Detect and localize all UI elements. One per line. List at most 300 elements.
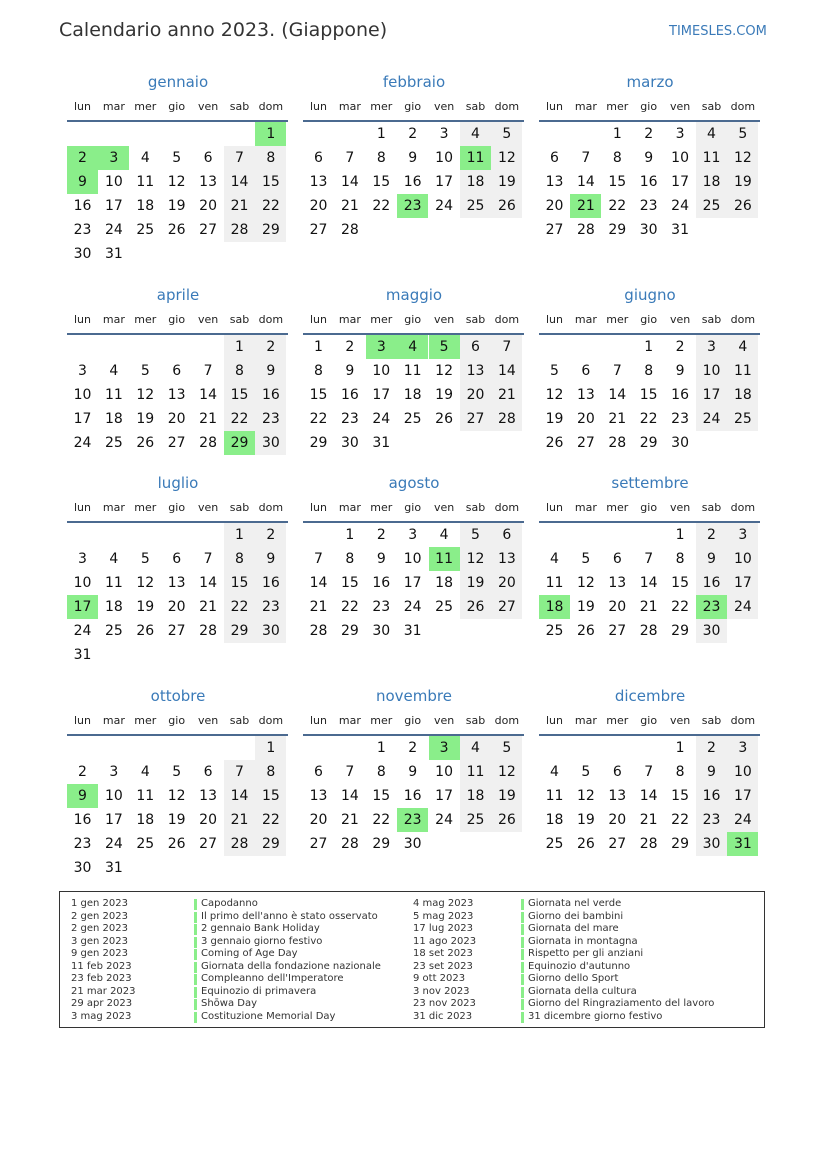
weekday-label: lun <box>74 714 91 727</box>
day-cell: 11 <box>460 760 491 784</box>
day-cell: 22 <box>372 812 391 828</box>
day-cell: 12 <box>167 174 186 190</box>
day-cell: 29 <box>224 619 255 643</box>
legend-date: 3 mag 2023 <box>71 1010 132 1022</box>
day-cell: 28 <box>199 435 217 451</box>
day-cell: 13 <box>545 174 564 190</box>
weekday-label: mer <box>370 100 393 113</box>
day-cell: 10 <box>435 764 453 780</box>
weekday-label: sab <box>701 714 722 727</box>
day-cell: 20 <box>576 411 595 427</box>
day-cell: 26 <box>576 623 595 639</box>
day-cell: 19 <box>167 812 186 828</box>
day-cell: 21 <box>199 599 217 615</box>
day-cell: 29 <box>671 836 689 852</box>
day-cell: 22 <box>309 411 328 427</box>
legend-date: 18 set 2023 <box>413 948 473 959</box>
weekday-label: gio <box>404 313 422 326</box>
day-cell: 16 <box>696 571 727 595</box>
day-cell: 9 <box>408 764 418 780</box>
day-cell: 26 <box>545 435 564 451</box>
legend-holiday-name: 3 gennaio giorno festivo <box>201 935 323 947</box>
legend-color-marker <box>521 974 524 985</box>
day-cell: 24 <box>73 623 92 639</box>
day-cell: 1 <box>644 339 654 355</box>
day-cell: 6 <box>172 363 182 379</box>
day-cell: 28 <box>340 836 359 852</box>
day-cell: 13 <box>199 174 217 190</box>
holiday-day-cell: 11 <box>429 547 460 571</box>
day-cell: 20 <box>608 812 627 828</box>
month-title: aprile <box>156 286 200 304</box>
day-cell: 6 <box>314 150 323 166</box>
holiday-day-cell: 18 <box>539 595 570 619</box>
weekday-label: mar <box>574 714 597 727</box>
day-cell: 1 <box>224 335 255 359</box>
day-cell: 15 <box>608 174 627 190</box>
day-cell: 12 <box>576 788 595 804</box>
month-title: luglio <box>157 474 199 492</box>
legend-date: 29 apr 2023 <box>71 998 133 1009</box>
day-cell: 3 <box>727 523 758 547</box>
holiday-legend <box>59 891 765 1028</box>
day-cell: 21 <box>309 599 328 615</box>
day-cell: 12 <box>545 387 564 403</box>
day-cell: 21 <box>608 411 627 427</box>
day-cell: 17 <box>671 174 689 190</box>
day-cell: 7 <box>612 363 622 379</box>
day-cell: 18 <box>727 383 758 407</box>
day-cell: 12 <box>727 146 758 170</box>
day-cell: 13 <box>576 387 595 403</box>
weekday-label: sab <box>701 313 722 326</box>
day-cell: 25 <box>545 623 564 639</box>
day-cell: 26 <box>460 595 491 619</box>
legend-color-marker <box>521 1012 524 1023</box>
day-cell: 24 <box>73 435 92 451</box>
legend-color-marker <box>194 999 197 1010</box>
day-cell: 12 <box>460 547 491 571</box>
day-cell: 29 <box>255 218 286 242</box>
day-cell: 16 <box>671 387 689 403</box>
day-cell: 27 <box>491 595 522 619</box>
day-cell: 15 <box>309 387 328 403</box>
day-cell: 20 <box>608 599 627 615</box>
day-cell: 28 <box>199 623 217 639</box>
month-title: maggio <box>385 286 443 304</box>
weekday-header <box>303 313 525 329</box>
day-cell: 20 <box>460 383 491 407</box>
weekday-label: gio <box>640 501 658 514</box>
day-cell: 15 <box>671 575 689 591</box>
day-cell: 18 <box>403 387 422 403</box>
day-cell: 2 <box>408 740 418 756</box>
weekday-label: sab <box>465 100 486 113</box>
holiday-day-cell: 23 <box>696 595 727 619</box>
weekday-label: mer <box>134 100 157 113</box>
weekday-label: dom <box>258 501 284 514</box>
day-cell: 17 <box>727 571 758 595</box>
day-cell: 19 <box>727 170 758 194</box>
day-cell: 24 <box>104 222 123 238</box>
legend-date: 2 gen 2023 <box>71 923 129 934</box>
day-cell: 4 <box>109 363 119 379</box>
day-cell: 1 <box>612 126 622 142</box>
day-cell: 11 <box>104 387 123 403</box>
day-grid <box>539 736 761 880</box>
day-cell: 30 <box>255 619 286 643</box>
day-cell: 8 <box>376 764 386 780</box>
legend-holiday-name: Costituzione Memorial Day <box>201 1010 336 1022</box>
legend-color-marker <box>194 974 197 985</box>
month-title: ottobre <box>150 687 206 705</box>
day-cell: 15 <box>255 784 286 808</box>
day-cell: 14 <box>608 387 627 403</box>
day-cell: 8 <box>675 764 685 780</box>
weekday-label: gio <box>168 313 186 326</box>
day-cell: 12 <box>136 387 155 403</box>
day-cell: 10 <box>727 760 758 784</box>
day-cell: 6 <box>203 764 213 780</box>
holiday-day-cell: 9 <box>67 784 98 808</box>
weekday-label: sab <box>701 100 722 113</box>
day-cell: 20 <box>309 198 328 214</box>
day-cell: 6 <box>550 150 559 166</box>
day-cell: 23 <box>340 411 359 427</box>
day-cell: 20 <box>309 812 328 828</box>
legend-holiday-name: Giornata nel verde <box>528 898 622 909</box>
day-cell: 22 <box>255 194 286 218</box>
legend-holiday-name: Equinozio d'autunno <box>528 960 631 972</box>
month-title: gennaio <box>147 73 209 91</box>
day-cell: 4 <box>550 764 559 780</box>
weekday-label: gio <box>168 100 186 113</box>
legend-date: 2 gen 2023 <box>71 910 129 922</box>
day-cell: 4 <box>727 335 758 359</box>
day-cell: 4 <box>439 527 449 543</box>
day-cell: 20 <box>199 812 217 828</box>
weekday-label: mer <box>134 714 157 727</box>
month-title: marzo <box>626 73 674 91</box>
day-cell: 22 <box>224 407 255 431</box>
day-cell: 18 <box>696 170 727 194</box>
day-cell: 28 <box>491 407 522 431</box>
day-cell: 13 <box>608 575 627 591</box>
day-cell: 9 <box>644 150 654 166</box>
day-cell: 24 <box>696 407 727 431</box>
weekday-label: mar <box>574 313 597 326</box>
weekday-label: mer <box>606 313 629 326</box>
day-cell: 19 <box>136 599 155 615</box>
day-cell: 26 <box>727 194 758 218</box>
weekday-label: lun <box>310 313 327 326</box>
legend-holiday-name: Giorno del Ringraziamento del lavoro <box>528 998 715 1009</box>
day-cell: 10 <box>403 551 422 567</box>
day-cell: 27 <box>460 407 491 431</box>
weekday-label: mer <box>606 714 629 727</box>
day-cell: 9 <box>376 551 386 567</box>
day-cell: 16 <box>403 174 422 190</box>
day-cell: 15 <box>340 575 359 591</box>
day-cell: 8 <box>314 363 323 379</box>
day-cell: 8 <box>255 760 286 784</box>
site-link[interactable]: TIMESLES.COM <box>669 24 767 39</box>
day-cell: 21 <box>199 411 217 427</box>
weekday-label: ven <box>669 313 691 326</box>
day-cell: 2 <box>345 339 355 355</box>
day-cell: 24 <box>104 836 123 852</box>
legend-date: 3 nov 2023 <box>413 985 470 997</box>
day-cell: 12 <box>491 146 522 170</box>
weekday-label: lun <box>546 501 563 514</box>
holiday-day-cell: 29 <box>224 431 255 455</box>
weekday-label: mar <box>102 714 125 727</box>
weekday-label: lun <box>546 714 563 727</box>
day-cell: 24 <box>727 595 758 619</box>
day-cell: 5 <box>550 363 559 379</box>
day-cell: 14 <box>639 788 658 804</box>
weekday-label: mer <box>370 714 393 727</box>
day-cell: 31 <box>671 222 689 238</box>
day-cell: 8 <box>224 359 255 383</box>
day-cell: 30 <box>671 435 689 451</box>
day-cell: 27 <box>167 623 186 639</box>
day-cell: 13 <box>167 387 186 403</box>
day-cell: 2 <box>696 523 727 547</box>
day-cell: 25 <box>545 836 564 852</box>
legend-holiday-name: Capodanno <box>201 898 258 909</box>
day-cell: 22 <box>671 599 689 615</box>
day-cell: 5 <box>727 122 758 146</box>
day-cell: 6 <box>460 335 491 359</box>
day-cell: 27 <box>199 836 217 852</box>
day-grid <box>539 523 761 667</box>
day-cell: 21 <box>224 808 255 832</box>
day-cell: 3 <box>408 527 418 543</box>
day-cell: 30 <box>696 619 727 643</box>
day-cell: 18 <box>460 170 491 194</box>
day-cell: 25 <box>696 194 727 218</box>
day-cell: 27 <box>309 222 328 238</box>
day-cell: 27 <box>545 222 564 238</box>
day-cell: 16 <box>639 174 658 190</box>
day-cell: 1 <box>314 339 323 355</box>
day-grid <box>67 736 289 880</box>
holiday-day-cell: 11 <box>460 146 491 170</box>
weekday-label: lun <box>310 714 327 727</box>
weekday-header <box>303 100 525 116</box>
legend-holiday-name: Rispetto per gli anziani <box>528 948 644 959</box>
day-cell: 3 <box>109 764 119 780</box>
day-cell: 6 <box>203 150 213 166</box>
day-cell: 16 <box>696 784 727 808</box>
day-cell: 11 <box>136 788 155 804</box>
day-cell: 22 <box>372 198 391 214</box>
day-cell: 16 <box>255 571 286 595</box>
day-cell: 5 <box>140 363 150 379</box>
day-cell: 24 <box>403 599 422 615</box>
day-cell: 8 <box>255 146 286 170</box>
day-cell: 19 <box>460 571 491 595</box>
weekday-label: gio <box>404 714 422 727</box>
weekday-label: sab <box>229 100 250 113</box>
legend-holiday-name: Giornata in montagna <box>528 935 638 947</box>
day-cell: 18 <box>104 599 123 615</box>
day-cell: 8 <box>345 551 355 567</box>
weekday-label: ven <box>433 501 455 514</box>
day-cell: 29 <box>309 435 328 451</box>
holiday-day-cell: 23 <box>397 194 428 218</box>
day-cell: 20 <box>199 198 217 214</box>
legend-holiday-name: Shōwa Day <box>201 998 258 1009</box>
day-cell: 18 <box>460 784 491 808</box>
day-cell: 17 <box>73 411 92 427</box>
day-cell: 22 <box>671 812 689 828</box>
day-cell: 29 <box>255 832 286 856</box>
weekday-label: sab <box>229 714 250 727</box>
day-cell: 15 <box>224 571 255 595</box>
legend-holiday-name: Compleanno dell'Imperatore <box>201 973 344 984</box>
day-cell: 8 <box>376 150 386 166</box>
weekday-label: gio <box>640 714 658 727</box>
day-cell: 31 <box>73 647 92 663</box>
legend-date: 31 dic 2023 <box>413 1010 473 1022</box>
weekday-header <box>539 313 761 329</box>
legend-color-marker <box>521 949 524 960</box>
day-cell: 12 <box>491 760 522 784</box>
day-cell: 10 <box>727 547 758 571</box>
day-cell: 25 <box>136 222 155 238</box>
weekday-header <box>539 100 761 116</box>
day-cell: 6 <box>612 551 622 567</box>
legend-holiday-name: Giornata della fondazione nazionale <box>201 960 381 972</box>
day-cell: 12 <box>167 788 186 804</box>
day-cell: 19 <box>491 784 522 808</box>
day-cell: 26 <box>167 836 186 852</box>
weekday-label: mer <box>134 313 157 326</box>
day-cell: 7 <box>345 764 355 780</box>
legend-color-marker <box>194 987 197 998</box>
legend-color-marker <box>194 937 197 948</box>
weekday-label: sab <box>465 313 486 326</box>
holiday-day-cell: 3 <box>429 736 460 760</box>
day-cell: 15 <box>372 174 391 190</box>
day-cell: 6 <box>581 363 591 379</box>
day-cell: 5 <box>172 150 182 166</box>
weekday-header <box>67 100 289 116</box>
weekday-label: dom <box>730 501 756 514</box>
day-cell: 11 <box>545 788 564 804</box>
day-cell: 30 <box>639 222 658 238</box>
day-cell: 11 <box>696 146 727 170</box>
day-cell: 9 <box>408 150 418 166</box>
page-title: Calendario anno 2023. (Giappone) <box>59 19 388 41</box>
day-cell: 26 <box>435 411 453 427</box>
day-cell: 25 <box>460 808 491 832</box>
day-cell: 15 <box>372 788 391 804</box>
day-cell: 28 <box>224 218 255 242</box>
day-cell: 23 <box>255 407 286 431</box>
day-cell: 7 <box>644 551 654 567</box>
day-cell: 5 <box>581 551 591 567</box>
weekday-label: dom <box>730 100 756 113</box>
legend-date: 23 set 2023 <box>413 960 473 972</box>
day-cell: 25 <box>136 836 155 852</box>
weekday-label: dom <box>258 313 284 326</box>
weekday-label: ven <box>197 501 219 514</box>
day-cell: 10 <box>73 575 92 591</box>
day-cell: 14 <box>199 387 217 403</box>
legend-color-marker <box>521 962 524 973</box>
day-cell: 23 <box>255 595 286 619</box>
weekday-header <box>539 501 761 517</box>
day-cell: 22 <box>639 411 658 427</box>
day-cell: 8 <box>224 547 255 571</box>
weekday-label: ven <box>197 313 219 326</box>
day-cell: 23 <box>696 808 727 832</box>
weekday-label: ven <box>669 714 691 727</box>
day-cell: 2 <box>644 126 654 142</box>
month-title: febbraio <box>382 73 446 91</box>
weekday-label: mar <box>338 100 361 113</box>
day-cell: 26 <box>576 836 595 852</box>
weekday-label: gio <box>404 501 422 514</box>
legend-color-marker <box>521 924 524 935</box>
weekday-label: ven <box>669 501 691 514</box>
day-cell: 2 <box>255 523 286 547</box>
holiday-day-cell: 5 <box>429 335 460 359</box>
weekday-label: mar <box>102 313 125 326</box>
day-cell: 18 <box>136 198 155 214</box>
day-cell: 2 <box>376 527 386 543</box>
day-cell: 21 <box>639 812 658 828</box>
day-cell: 13 <box>199 788 217 804</box>
day-cell: 10 <box>696 359 727 383</box>
day-cell: 19 <box>136 411 155 427</box>
day-cell: 26 <box>167 222 186 238</box>
day-cell: 24 <box>727 808 758 832</box>
legend-holiday-name: 2 gennaio Bank Holiday <box>201 923 320 934</box>
day-cell: 2 <box>408 126 418 142</box>
day-cell: 25 <box>403 411 422 427</box>
day-cell: 16 <box>403 788 422 804</box>
day-cell: 3 <box>78 551 87 567</box>
day-cell: 25 <box>435 599 453 615</box>
day-cell: 21 <box>340 198 359 214</box>
day-cell: 18 <box>435 575 453 591</box>
weekday-label: gio <box>640 100 658 113</box>
day-cell: 7 <box>224 146 255 170</box>
day-cell: 8 <box>644 363 654 379</box>
day-cell: 19 <box>167 198 186 214</box>
day-cell: 5 <box>491 122 522 146</box>
weekday-label: lun <box>74 313 91 326</box>
day-cell: 27 <box>608 623 627 639</box>
day-cell: 14 <box>224 784 255 808</box>
day-cell: 10 <box>104 174 123 190</box>
day-cell: 7 <box>203 363 213 379</box>
weekday-label: sab <box>229 501 250 514</box>
weekday-label: ven <box>433 313 455 326</box>
day-cell: 5 <box>172 764 182 780</box>
day-cell: 17 <box>696 383 727 407</box>
day-cell: 28 <box>224 832 255 856</box>
day-cell: 24 <box>435 812 453 828</box>
weekday-label: dom <box>494 714 520 727</box>
day-cell: 26 <box>136 435 155 451</box>
day-grid <box>539 335 761 479</box>
day-cell: 1 <box>255 736 286 760</box>
